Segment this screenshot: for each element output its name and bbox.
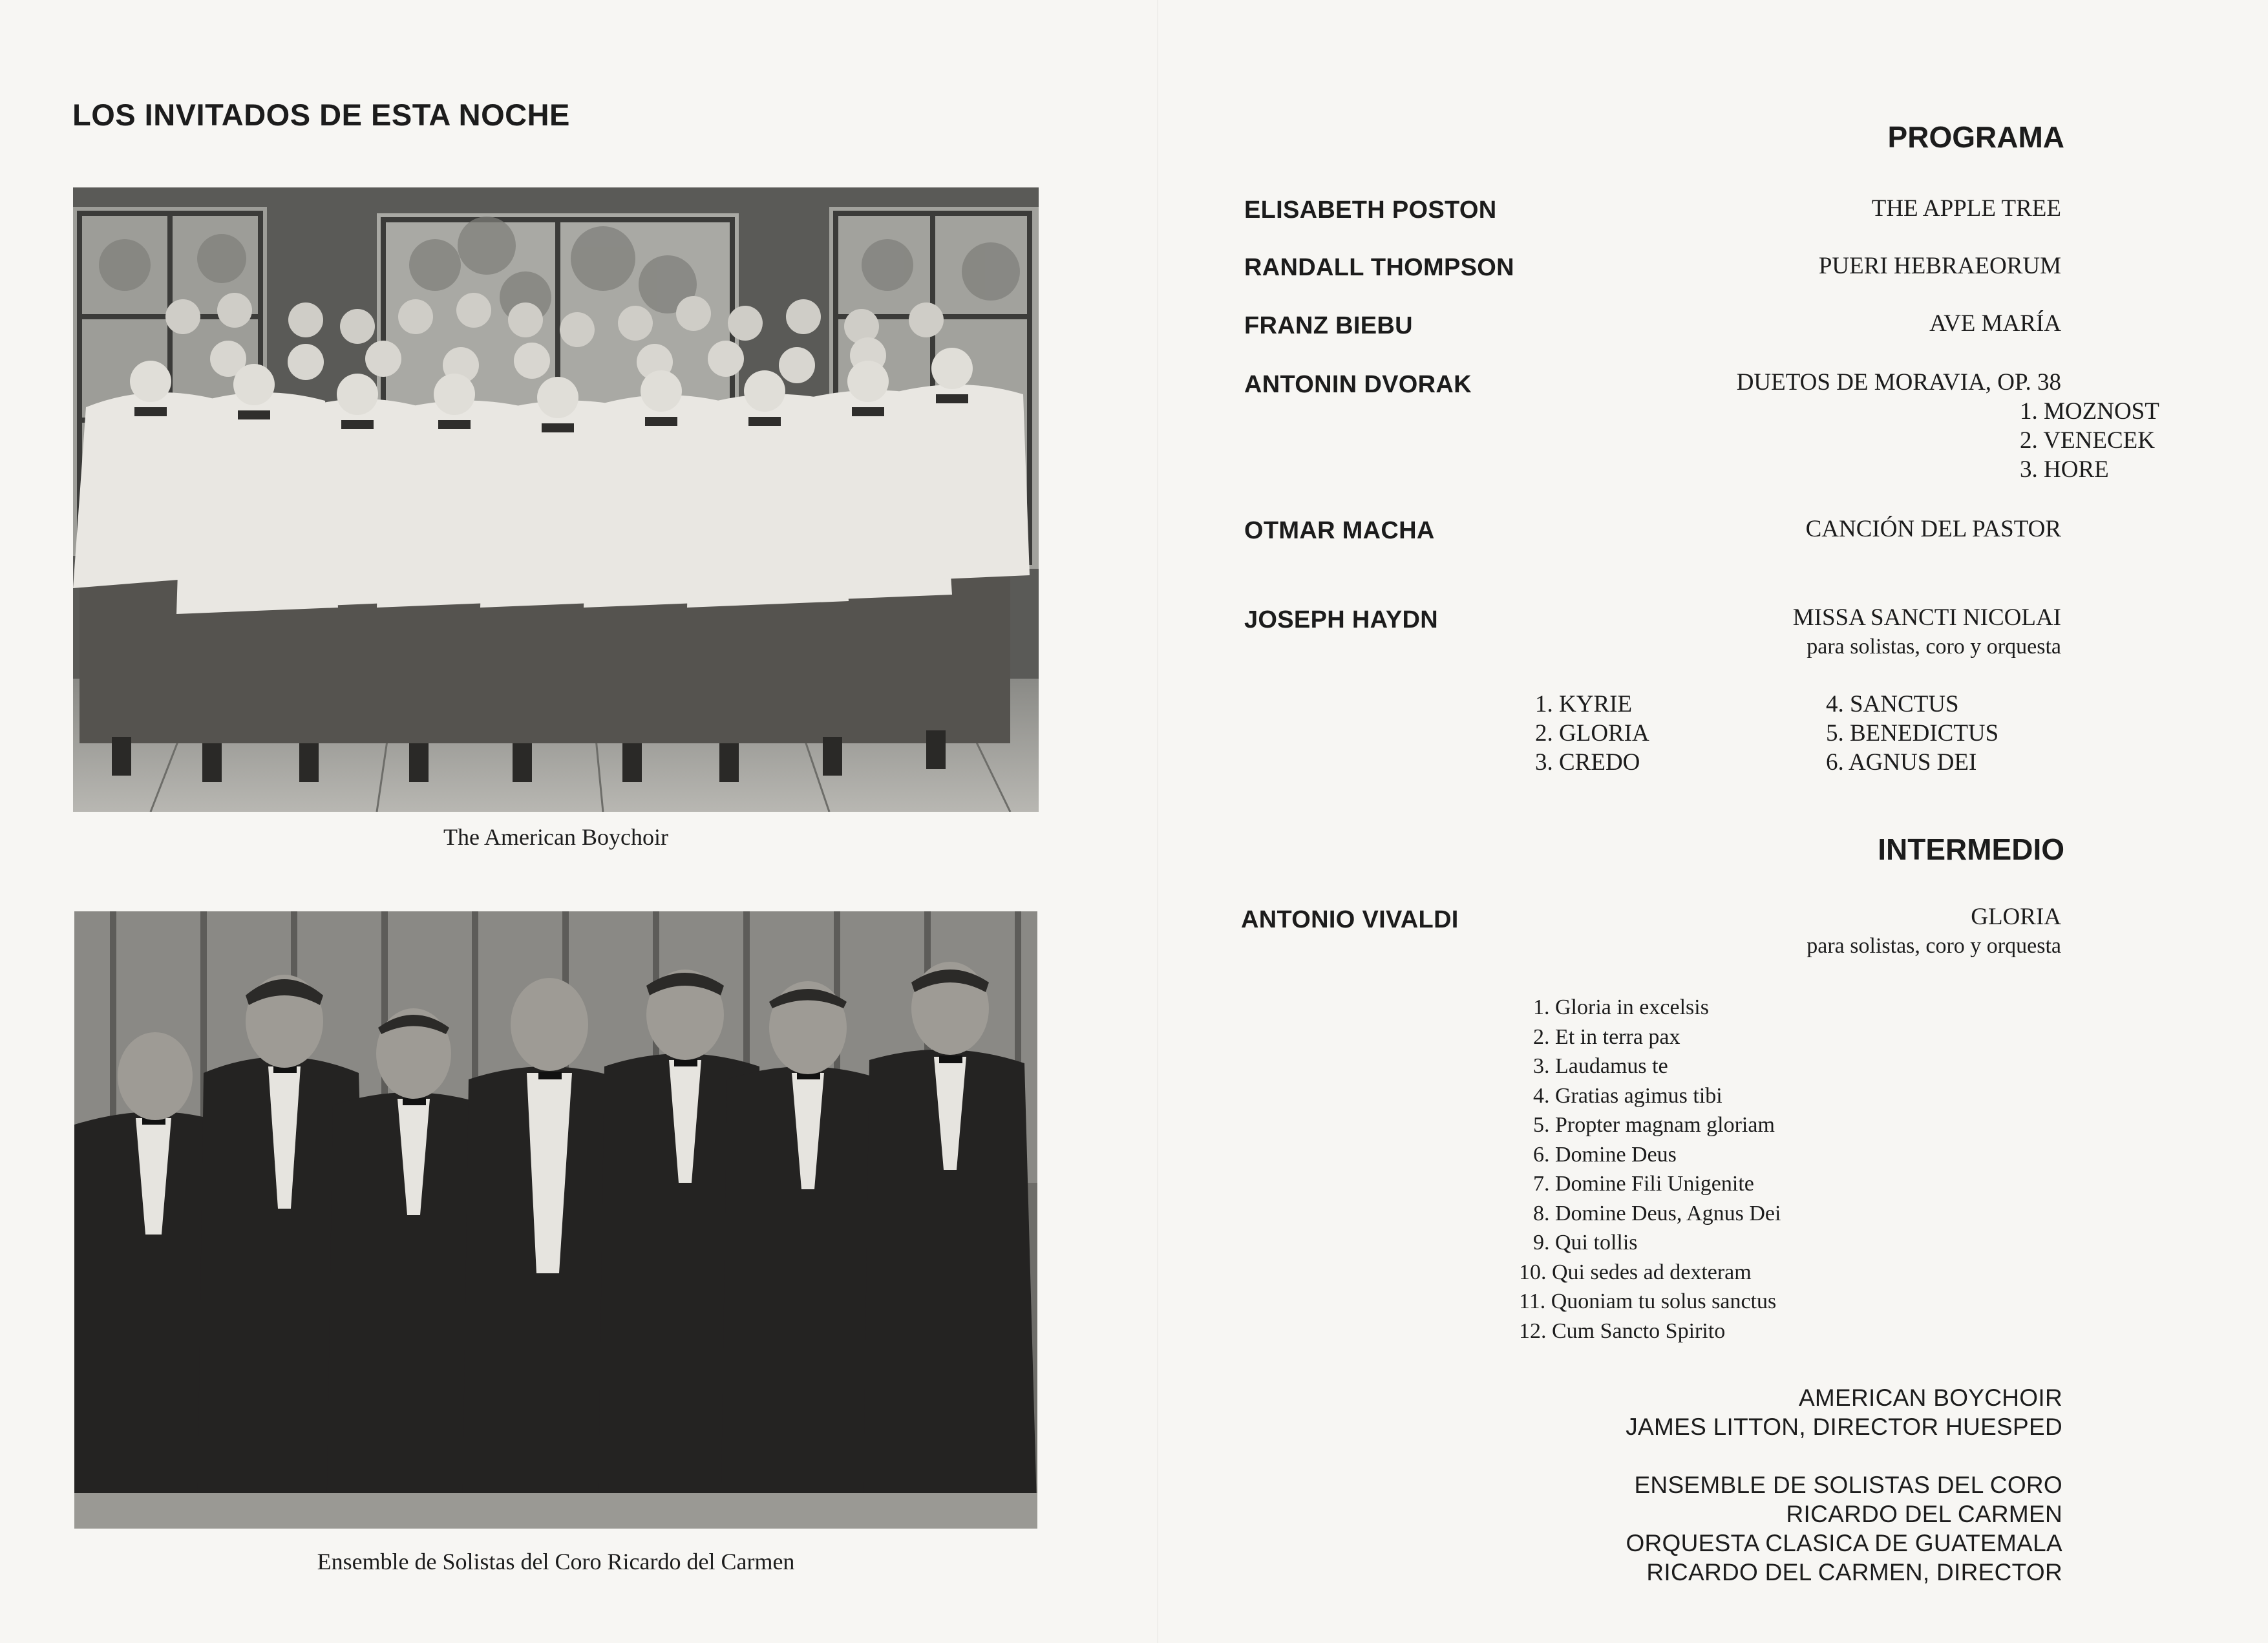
work-apple-tree: THE APPLE TREE [1871,195,2061,222]
composer-biebu: FRANZ BIEBU [1244,312,1413,339]
intermission-title: INTERMEDIO [1878,832,2064,866]
credit-line: ENSEMBLE DE SOLISTAS DEL CORO [1634,1472,2062,1498]
composer-thompson: RANDALL THOMPSON [1244,254,1514,281]
work-missa-sancti-nicolai [1793,603,2061,661]
movement: 1. Gloria in excelsis [1533,995,1709,1019]
movement: 3. HORE [2020,456,2109,483]
movement: 6. AGNUS DEI [1826,749,1977,776]
haydn-movements-col2 [1826,690,1998,777]
credit-line: AMERICAN BOYCHOIR [1798,1384,2062,1411]
credit-line: ORQUESTA CLASICA DE GUATEMALA [1626,1530,2062,1556]
ensemble-photo [74,911,1037,1529]
work-subtitle: para solistas, coro y orquesta [1807,635,2061,659]
page-fold [1157,0,1158,1643]
program-title: PROGRAMA [1887,120,2064,154]
movement: 5. BENEDICTUS [1826,720,1999,747]
movement: 5. Propter magnam gloriam [1533,1113,1775,1137]
work-cancion-del-pastor: CANCIÓN DEL PASTOR [1805,516,2061,542]
composer-haydn: JOSEPH HAYDN [1244,606,1438,633]
movement: 7. Domine Fili Unigenite [1533,1172,1754,1196]
movement: 1. MOZNOST [2020,398,2159,425]
movement: 2. GLORIA [1535,720,1649,747]
composer-vivaldi: ANTONIO VIVALDI [1241,906,1459,933]
movement: 10. Qui sedes ad dexteram [1519,1260,1752,1284]
work-duetos-de-moravia: DUETOS DE MORAVIA, OP. 38 [1736,369,2061,396]
movement: 12. Cum Sancto Spirito [1519,1319,1726,1343]
movement: 3. Laudamus te [1533,1054,1668,1078]
composer-poston: ELISABETH POSTON [1244,196,1497,224]
composer-dvorak: ANTONIN DVORAK [1244,371,1472,398]
movement: 4. Gratias agimus tibi [1533,1083,1722,1108]
haydn-movements-col1 [1535,690,1649,777]
movement: 1. KYRIE [1535,691,1633,717]
work-subtitle: para solistas, coro y orquesta [1807,934,2061,958]
movement: 11. Quoniam tu solus sanctus [1519,1289,1777,1313]
movement: 6. Domine Deus [1533,1142,1677,1167]
work-title: MISSA SANCTI NICOLAI [1792,604,2061,631]
credit-line: RICARDO DEL CARMEN, DIRECTOR [1646,1559,2062,1585]
page-heading: LOS INVITADOS DE ESTA NOCHE [72,98,570,132]
movement: 9. Qui tollis [1533,1231,1638,1255]
movement: 8. Domine Deus, Agnus Dei [1533,1201,1781,1225]
gloria-movements [1519,993,1781,1346]
credit-line: RICARDO DEL CARMEN [1786,1501,2062,1527]
movement: 2. VENECEK [2020,427,2155,454]
work-ave-maria: AVE MARÍA [1929,310,2061,337]
ensemble-caption: Ensemble de Solistas del Coro Ricardo del Carmen [317,1549,795,1574]
credit-line: JAMES LITTON, DIRECTOR HUESPED [1626,1414,2062,1440]
work-gloria [1807,902,2061,960]
boychoir-caption: The American Boychoir [443,824,668,850]
composer-macha: OTMAR MACHA [1244,517,1435,544]
credits-group-1 [1626,1383,2062,1441]
dvorak-movements [2020,397,2159,484]
work-pueri-hebraeorum: PUERI HEBRAEORUM [1818,253,2061,279]
credits-group-2 [1626,1470,2062,1587]
boychoir-photo [73,187,1039,812]
movement: 3. CREDO [1535,749,1640,776]
movement: 2. Et in terra pax [1533,1024,1680,1049]
movement: 4. SANCTUS [1826,691,1959,717]
work-title: GLORIA [1971,904,2061,930]
